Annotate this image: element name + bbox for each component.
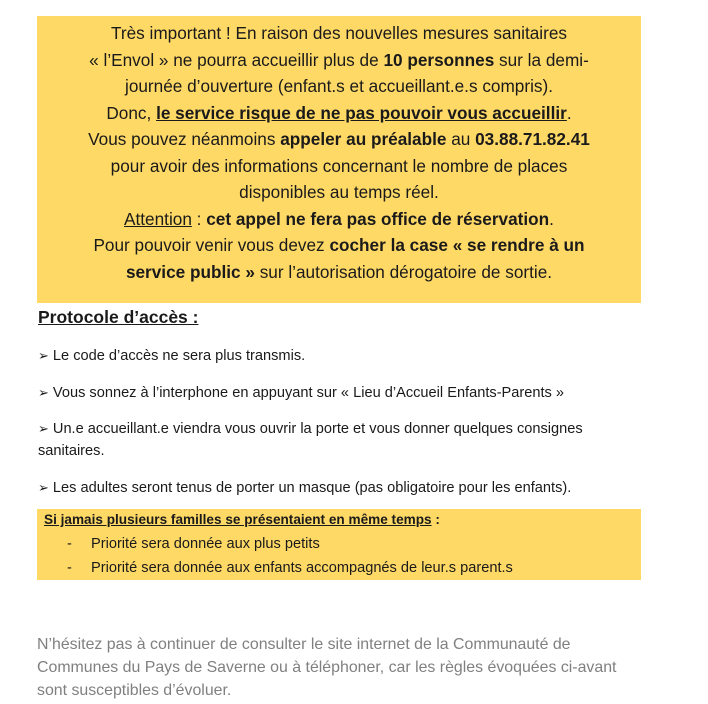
notice-text: Très important ! En raison des nouvelles mesures sanitaires (111, 23, 567, 43)
notice-text: . (566, 102, 572, 123)
dash-bullet: - (67, 560, 72, 576)
notice-text: . (549, 208, 554, 229)
arrow-bullet-icon: ➢ (38, 481, 49, 496)
notice-line (37, 47, 641, 74)
footer-note-line: sont susceptibles d’évoluer. (37, 682, 232, 699)
protocol-item-text: Un.e accueillant.e viendra vous ouvrir la porte et vous donner quelques consignes (52, 421, 583, 437)
notice-text: Vous pouvez néanmoins (88, 129, 281, 149)
notice-line (37, 179, 641, 206)
priority-title-suffix: : (431, 512, 440, 527)
notice-text: « l’Envol » ne pourra accueillir plus de (89, 49, 384, 70)
priority-item (67, 560, 513, 576)
protocol-item-text: Les adultes seront tenus de porter un masque (pas obligatoire pour les enfants). (52, 480, 572, 496)
protocol-item (38, 345, 648, 368)
priority-item-text: Priorité sera donnée aux plus petits (91, 536, 320, 552)
notice-line (37, 100, 641, 127)
capacity-limit: 10 personnes (383, 49, 495, 70)
no-reservation-emphasis: cet appel ne fera pas office de réservation (206, 208, 550, 229)
notice-line (37, 126, 641, 153)
notice-text: disponibles au temps réel. (239, 182, 439, 202)
priority-item-text: Priorité sera donnée aux enfants accompagnés de leur.s parent.s (91, 560, 513, 576)
priority-title-text: Si jamais plusieurs familles se présentaient en même temps (44, 512, 432, 527)
notice-line (37, 20, 641, 47)
priority-item (67, 536, 320, 552)
arrow-bullet-icon: ➢ (38, 422, 49, 437)
attention-label: Attention (124, 208, 192, 229)
priority-title (44, 512, 440, 527)
checkbox-instruction-emphasis: service public » (125, 261, 255, 282)
protocol-item-text: Vous sonnez à l’interphone en appuyant sur « Lieu d’Accueil Enfants-Parents » (52, 385, 565, 401)
protocol-item-continuation: sanitaires. (38, 443, 105, 459)
phone-number: 03.88.71.82.41 (475, 129, 590, 149)
dash-bullet: - (67, 536, 72, 552)
protocol-item (38, 477, 648, 500)
notice-text: au (446, 129, 476, 149)
checkbox-instruction-emphasis: cocher la case « se rendre à un (329, 235, 585, 255)
notice-line (37, 206, 641, 233)
notice-text: Donc, (106, 102, 157, 123)
warning-emphasis: le service risque de ne pas pouvoir vous accueillir (156, 102, 567, 123)
important-notice-box (37, 16, 641, 303)
notice-line (37, 153, 641, 180)
protocol-item-text: Le code d’accès ne sera plus transmis. (52, 348, 306, 364)
protocol-item (38, 418, 648, 441)
notice-line (37, 259, 641, 286)
protocol-item (38, 382, 648, 405)
notice-line (37, 73, 641, 100)
protocol-heading: Protocole d’accès : (38, 307, 199, 327)
call-ahead-emphasis: appeler au préalable (280, 129, 447, 149)
priority-box (37, 509, 641, 580)
footer-note-line: Communes du Pays de Saverne ou à téléphoner, car les règles évoquées ci-avant (37, 659, 617, 676)
footer-note (37, 633, 677, 702)
footer-note-line: N’hésitez pas à continuer de consulter le site internet de la Communauté de (37, 636, 571, 653)
arrow-bullet-icon: ➢ (38, 386, 49, 401)
arrow-bullet-icon: ➢ (38, 349, 49, 364)
notice-text: Pour pouvoir venir vous devez (93, 235, 330, 255)
notice-line (37, 232, 641, 259)
notice-text: journée d’ouverture (enfant.s et accueillant.e.s compris). (125, 76, 553, 96)
notice-text: : (191, 208, 207, 229)
notice-text: sur la demi- (494, 49, 589, 70)
notice-text: pour avoir des informations concernant le nombre de places (110, 155, 568, 176)
notice-text: sur l’autorisation dérogatoire de sortie. (254, 261, 553, 282)
